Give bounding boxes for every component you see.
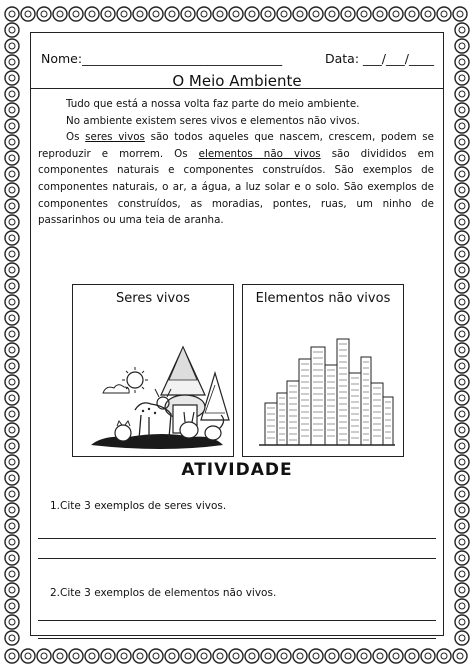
- living-beings-label: Seres vivos: [116, 291, 190, 306]
- non-living-label: Elementos não vivos: [255, 291, 391, 306]
- answer-line-1b[interactable]: [38, 558, 436, 559]
- answer-line-1a[interactable]: [38, 538, 436, 539]
- paragraph-2: No ambiente existem seres vivos e elementos não vivos.: [66, 114, 360, 127]
- answer-line-2a[interactable]: [38, 620, 436, 621]
- answer-line-2b[interactable]: [38, 638, 436, 639]
- paragraph-1: Tudo que está a nossa volta faz parte do meio ambiente.: [66, 98, 360, 110]
- seres-vivos-term: seres vivos: [85, 131, 145, 144]
- living-beings-box: [72, 284, 234, 457]
- page-title: O Meio Ambiente: [172, 72, 302, 90]
- intro-text: [38, 96, 434, 229]
- p3-part-b: são todos aqueles que nascem, crescem, podem se reproduzir e morrem. Os: [38, 131, 434, 160]
- question-2: 2.Cite 3 exemplos de elementos não vivos.: [50, 587, 277, 599]
- forest-animals-illustration: [73, 285, 233, 458]
- p3-part-c: são divididos em componentes naturais e componentes construídos. São exemplos de componentes naturais, o ar, a água, a luz solar e o solo. São exemplos de componentes construídos, as moradias, pontes, ruas, um ninho de passarinhos ou uma teia de aranha.: [38, 147, 435, 227]
- question-1: 1.Cite 3 exemplos de seres vivos.: [50, 500, 227, 512]
- activity-title: ATIVIDADE: [181, 460, 293, 480]
- date-field[interactable]: Data: ___/___/____: [325, 51, 434, 66]
- elementos-nao-vivos-term: elementos não vivos: [198, 147, 321, 160]
- name-field[interactable]: Nome:________________________________: [41, 51, 283, 66]
- paragraph-3: [38, 129, 434, 229]
- non-living-box: [242, 284, 404, 457]
- p3-part-a: Os: [66, 131, 86, 144]
- city-skyline-illustration: [243, 285, 403, 458]
